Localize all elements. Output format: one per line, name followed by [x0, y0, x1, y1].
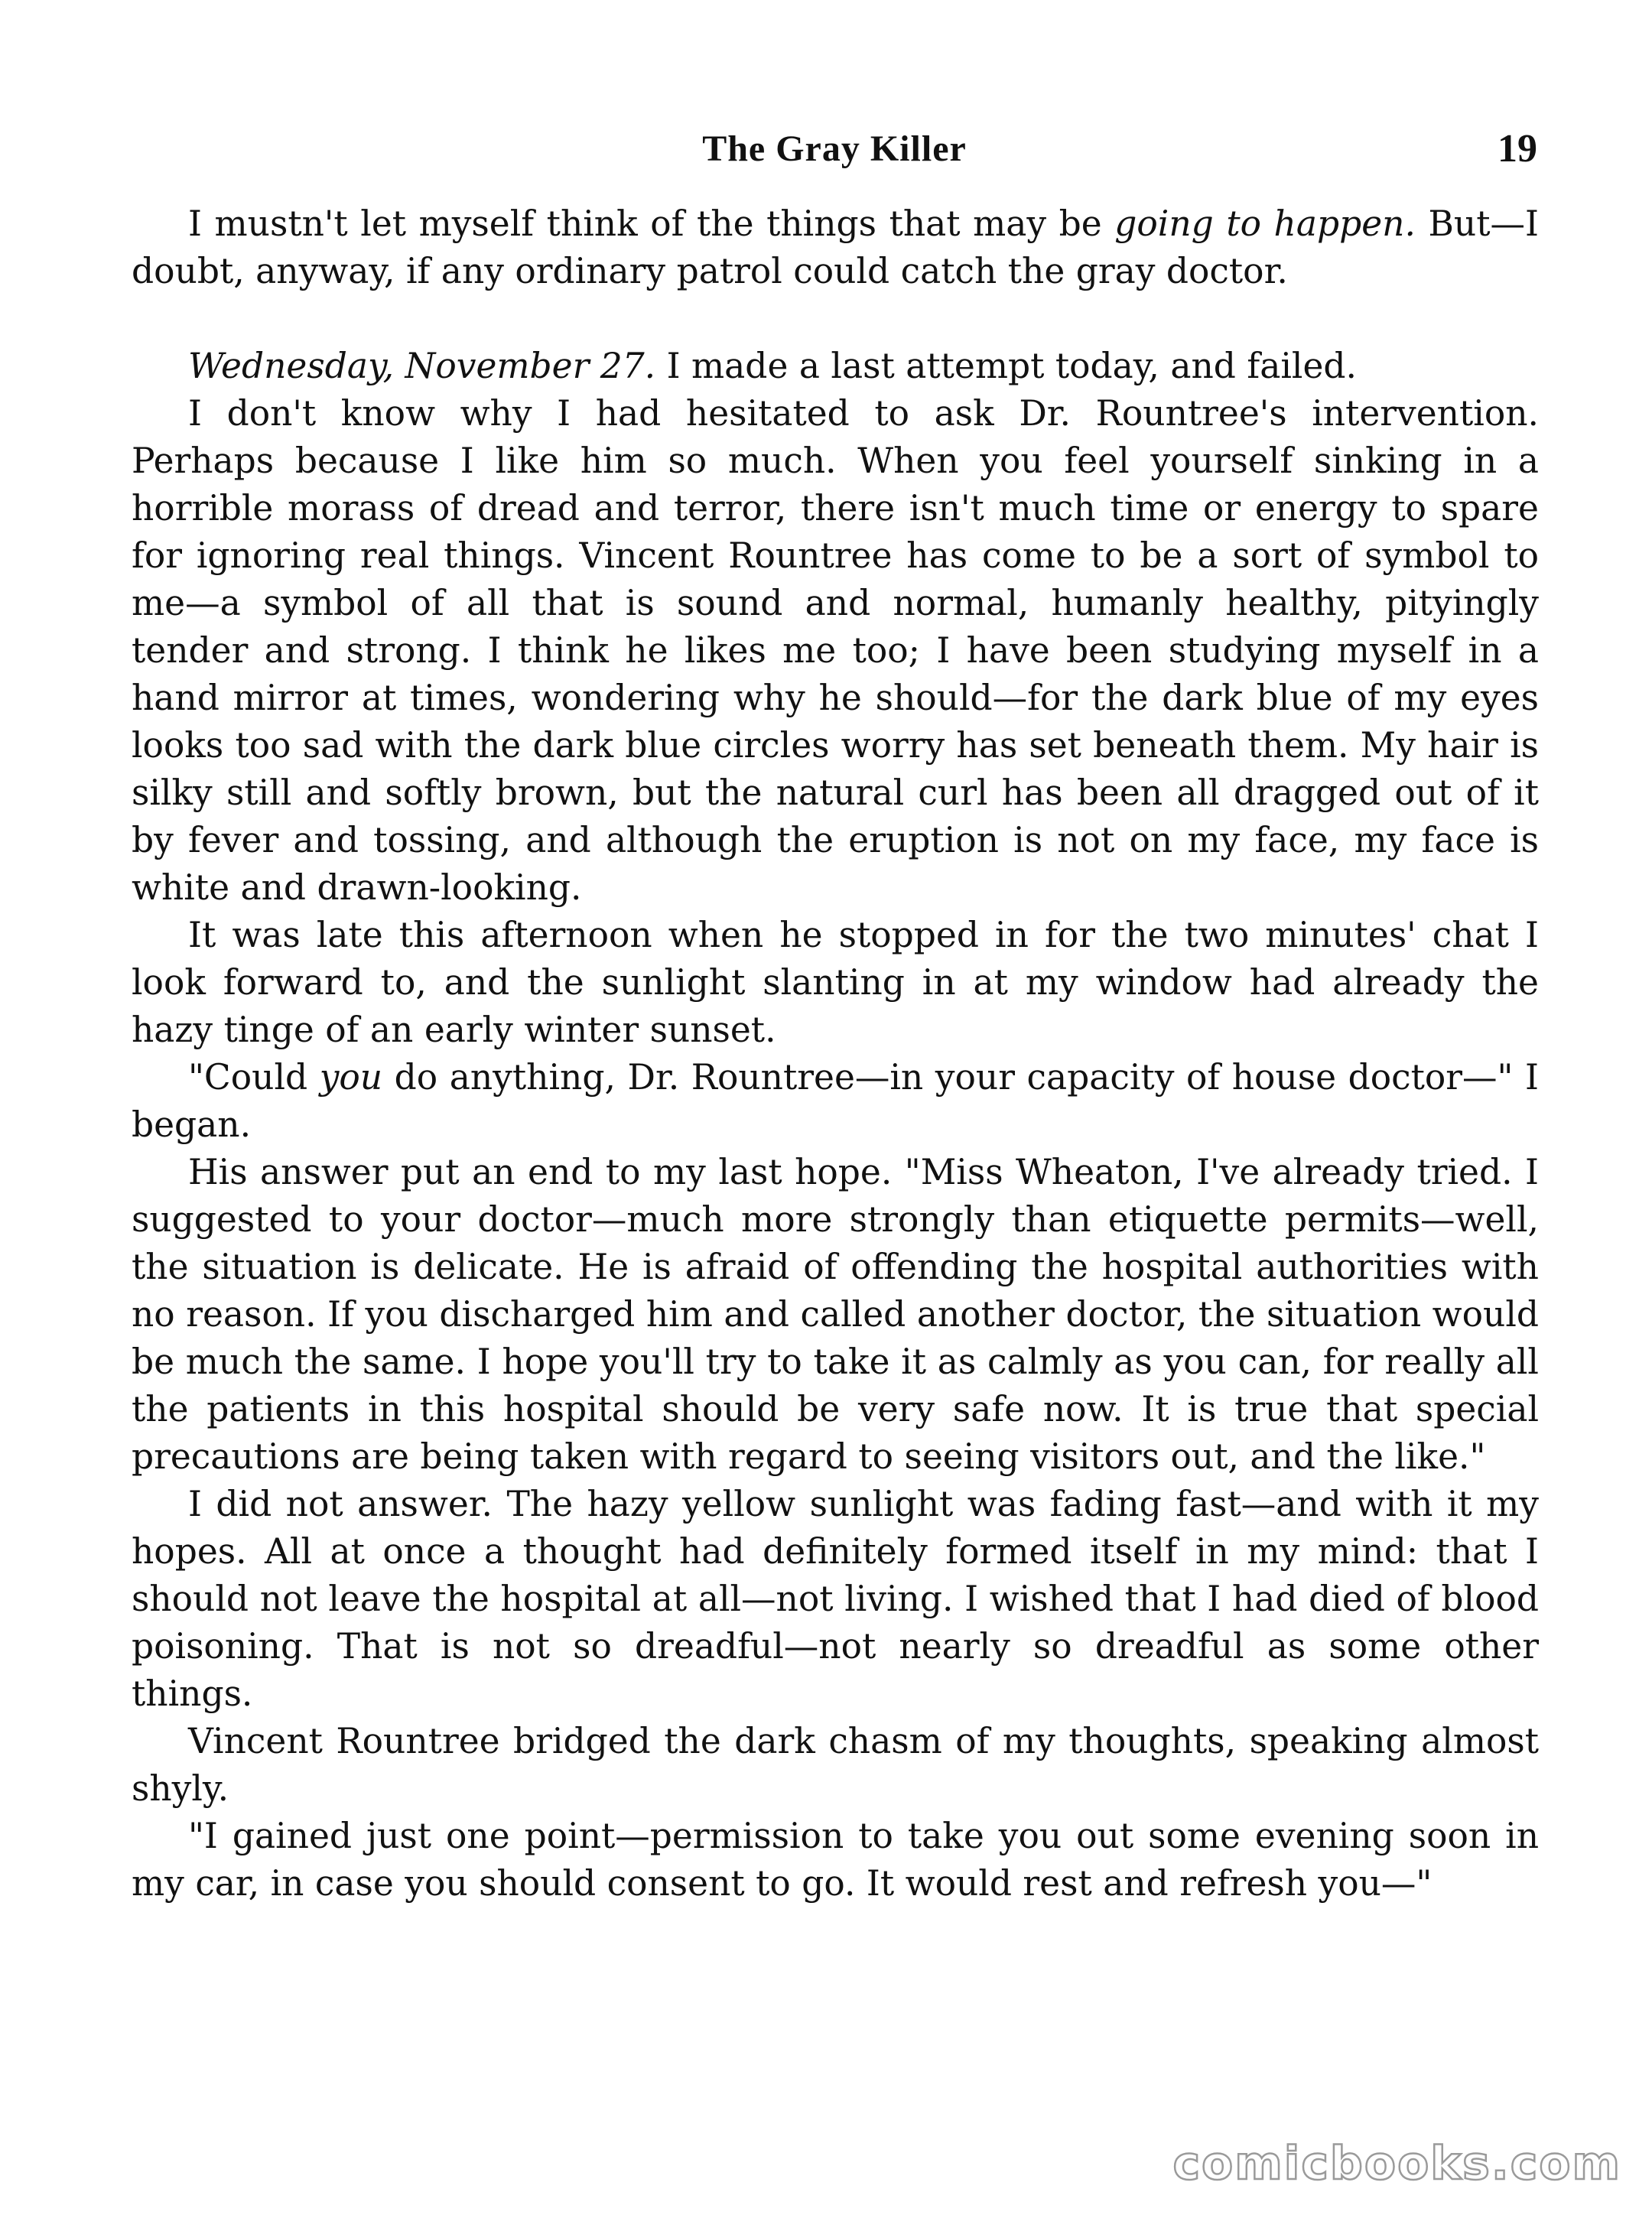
text-run: "I gained just one point—permission to take you out some evening soon in my car, in case you should consent to go. It would rest and refresh you—"	[132, 1816, 1539, 1904]
italic-text: you	[319, 1057, 383, 1098]
body-text	[132, 200, 1539, 1907]
text-run: I made a last attempt today, and failed.	[655, 346, 1357, 386]
paragraph	[132, 1813, 1539, 1907]
paragraph	[132, 1149, 1539, 1481]
paragraph	[132, 1718, 1539, 1813]
running-head	[132, 122, 1537, 176]
text-run: I mustn't let myself think of the things that may be	[188, 203, 1115, 244]
paragraph	[132, 912, 1539, 1054]
paragraph	[132, 200, 1539, 295]
text-run: It was late this afternoon when he stopped in for the two minutes' chat I look forward to, and the sunlight slanting in at my window had already the hazy tinge of an early winter sunset.	[132, 915, 1539, 1050]
watermark-logo: comicbooks.com	[1172, 2137, 1621, 2190]
paragraph	[132, 1481, 1539, 1718]
paragraph	[132, 1054, 1539, 1149]
paragraph	[132, 343, 1539, 390]
text-run: I don't know why I had hesitated to ask Dr. Rountree's intervention. Perhaps because I like him so much. When you feel yourself sinking in a horrible morass of dread and terror, there isn't much time or energy to spare for ignoring real things. Vincent Rountree has come to be a sort of symbol to me—a symbol of all that is sound and normal, humanly healthy, pityingly tender and strong. I think he likes me too; I have been studying myself in a hand mirror at times, wondering why he should—for the dark blue of my eyes looks too sad with the dark blue circles worry has set beneath them. My hair is silky still and softly brown, but the natural curl has been all dragged out of it by fever and tossing, and although the eruption is not on my face, my face is white and drawn-looking.	[132, 393, 1539, 908]
paragraph	[132, 390, 1539, 912]
italic-text: Wednesday, November 27.	[188, 346, 656, 386]
text-run: "Could	[188, 1057, 320, 1098]
page-title: The Gray Killer	[702, 128, 967, 169]
text-run: Vincent Rountree bridged the dark chasm of my thoughts, speaking almost shyly.	[132, 1721, 1539, 1809]
text-run: I did not answer. The hazy yellow sunlight was fading fast—and with it my hopes. All at once a thought had definitely formed itself in my mind: that I should not leave the hospital at all—not living. I wished that I had died of blood poisoning. That is not so dreadful—not nearly so dreadful as some other things.	[132, 1484, 1539, 1714]
text-run: His answer put an end to my last hope. "Miss Wheaton, I've already tried. I suggested to your doctor—much more strongly than etiquette permits—well, the situation is delicate. He is afraid of offending the hospital authorities with no reason. If you discharged him and called another doctor, the situation would be much the same. I hope you'll try to take it as calmly as you can, for really all the patients in this hospital should be very safe now. It is true that special precautions are being taken with regard to seeing visitors out, and the like."	[132, 1152, 1539, 1477]
page-number: 19	[1498, 127, 1537, 171]
text-run: But—I doubt, anyway, if any ordinary patrol could catch the gray doctor.	[132, 203, 1539, 291]
text-run: do anything, Dr. Rountree—in your capacity of house doctor—" I began.	[132, 1057, 1539, 1145]
italic-text: going to happen.	[1114, 203, 1416, 244]
